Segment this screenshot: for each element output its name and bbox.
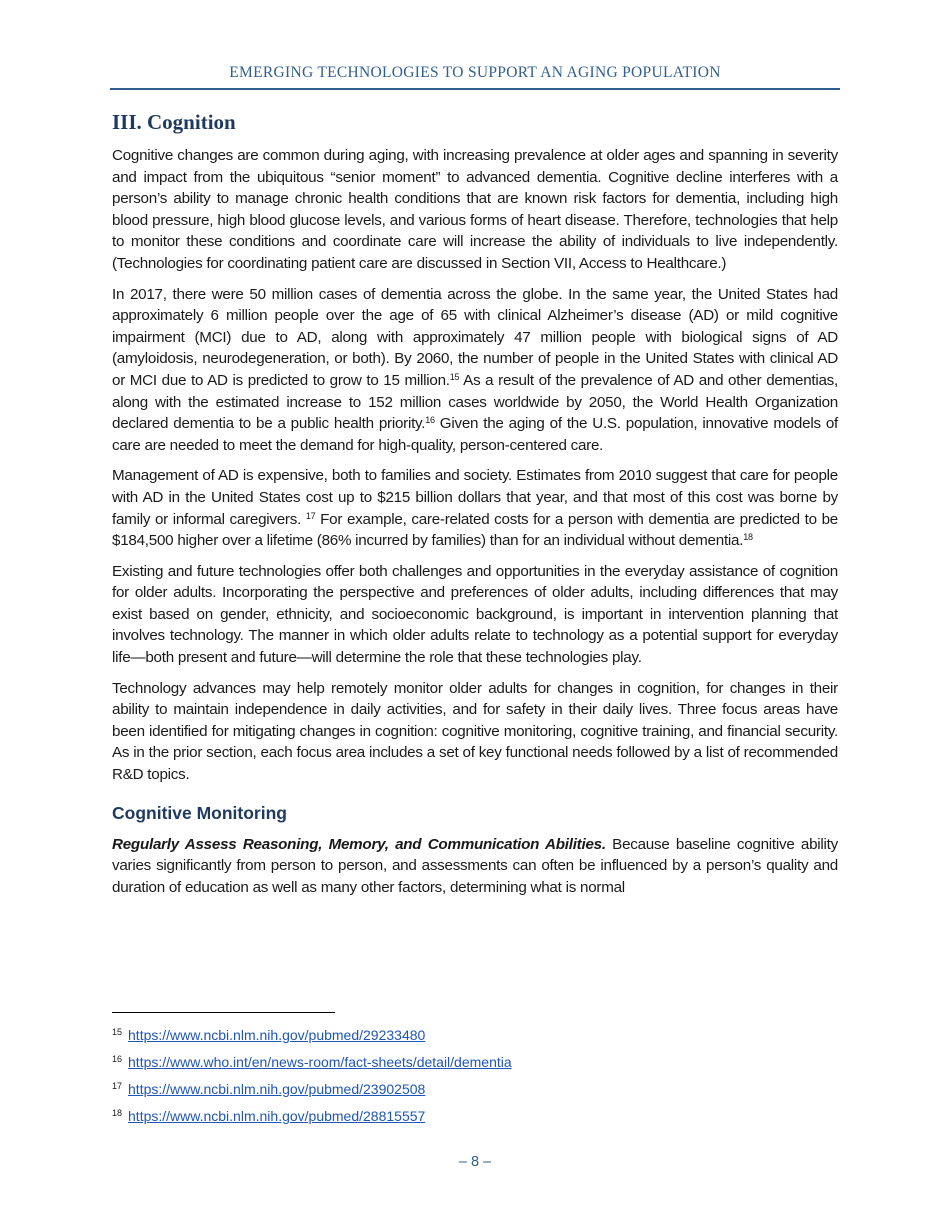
paragraph-3-text-b: For example, care-related costs for a person with dementia are predicted to be $184,500 higher over a lifetime (86% incurred by families) than for an individual without dementia. — [112, 510, 838, 550]
footnote-item — [112, 1020, 838, 1047]
footnote-ref-17[interactable]: 17 — [305, 510, 316, 521]
footnote-link[interactable]: https://www.who.int/en/news-room/fact-sheets/detail/dementia — [128, 1054, 512, 1070]
paragraph-2-text-b: As a result of the prevalence of AD and other dementias, along with the estimated increase to 152 million cases worldwide by 2050, the World Health Organization declared dementia to be a public health priority. — [112, 371, 838, 433]
footnote-link[interactable]: https://www.ncbi.nlm.nih.gov/pubmed/23902508 — [128, 1081, 426, 1097]
paragraph-2-text-a: In 2017, there were 50 million cases of dementia across the globe. In the same year, the United States had approximately 6 million people over the age of 65 with clinical Alzheimer’s disease (AD) or mild cognitive impairment (MCI) due to AD, along with approximately 47 million people with biological signs of AD (amyloidosis, neurodegeneration, or both). By 2060, the number of people in the United States with clinical AD or MCI due to AD is predicted to grow to 15 million. — [112, 285, 838, 389]
paragraph-2-text-c: Given the aging of the U.S. population, innovative models of care are needed to meet the demand for high-quality, person-centered care. — [112, 415, 838, 454]
paragraph-3-text-a: Management of AD is expensive, both to families and society. Estimates from 2010 suggest that care for people with AD in the United States cost up to $215 billion dollars that year, and that most of this cost was borne by family or informal caregivers. — [112, 467, 838, 528]
footnotes — [112, 1020, 838, 1128]
footnote-number: 16 — [112, 1054, 123, 1064]
footnote-link[interactable]: https://www.ncbi.nlm.nih.gov/pubmed/29233480 — [128, 1027, 426, 1043]
footnote-number: 15 — [112, 1027, 123, 1037]
paragraph-6-text: Because baseline cognitive ability varies significantly from person to person, and assessments can often be influenced by a person’s quality and duration of education as well as many other factors, determining what is normal — [112, 835, 838, 896]
footnote-ref-16[interactable]: 16 — [425, 415, 435, 426]
paragraph-4: Existing and future technologies offer both challenges and opportunities in the everyday assistance of cognition for older adults. Incorporating the perspective and preferences of older adults, including differences that may exist based on gender, ethnicity, and socioeconomic background, is important in intervention planning that involves technology. The manner in which older adults relate to technology as a potential support for everyday life—both present and future—will determine the role that these technologies play. — [112, 562, 838, 667]
paragraph-3 — [112, 465, 838, 551]
footnote-ref-18[interactable]: 18 — [743, 532, 753, 543]
paragraph-2 — [112, 284, 838, 457]
footnote-number: 18 — [112, 1108, 123, 1118]
footnote-ref-15[interactable]: 15 — [449, 371, 460, 382]
paragraph-1: Cognitive changes are common during aging, with increasing prevalence at older ages and spanning in severity and impact from the ubiquitous “senior moment” to advanced dementia. Cognitive decline interferes with a person’s ability to manage chronic health conditions that are known risk factors for dementia, including high blood pressure, high blood glucose levels, and various forms of heart disease. Therefore, technologies that help to monitor these conditions and coordinate care will increase the ability of individuals to live independently. (Technologies for coordinating patient care are discussed in Section VII, Access to Healthcare.) — [112, 147, 838, 272]
paragraph-6 — [112, 834, 838, 899]
lead-phrase: Regularly Assess Reasoning, Memory, and Communication Abilities. — [112, 835, 606, 853]
footnote-number: 17 — [112, 1081, 123, 1091]
page-body — [112, 110, 838, 907]
footnote-link[interactable]: https://www.ncbi.nlm.nih.gov/pubmed/28815557 — [128, 1108, 426, 1124]
subsection-title: Cognitive Monitoring — [112, 802, 287, 823]
footnote-item — [112, 1047, 838, 1074]
section-title: III. Cognition — [112, 110, 236, 134]
running-header: EMERGING TECHNOLOGIES TO SUPPORT AN AGING POPULATION — [229, 64, 721, 81]
header-divider — [110, 88, 840, 90]
paragraph-5: Technology advances may help remotely monitor older adults for changes in cognition, for changes in their ability to maintain independence in daily activities, and for safety in their daily lives. Three focus areas have been identified for mitigating changes in cognition: cognitive monitoring, cognitive training, and financial security. As in the prior section, each focus area includes a set of key functional needs followed by a list of recommended R&D topics. — [112, 679, 838, 784]
footnote-item — [112, 1074, 838, 1101]
footnote-divider — [112, 1012, 335, 1013]
footnote-item — [112, 1101, 838, 1128]
page-number: – 8 – — [458, 1154, 492, 1170]
